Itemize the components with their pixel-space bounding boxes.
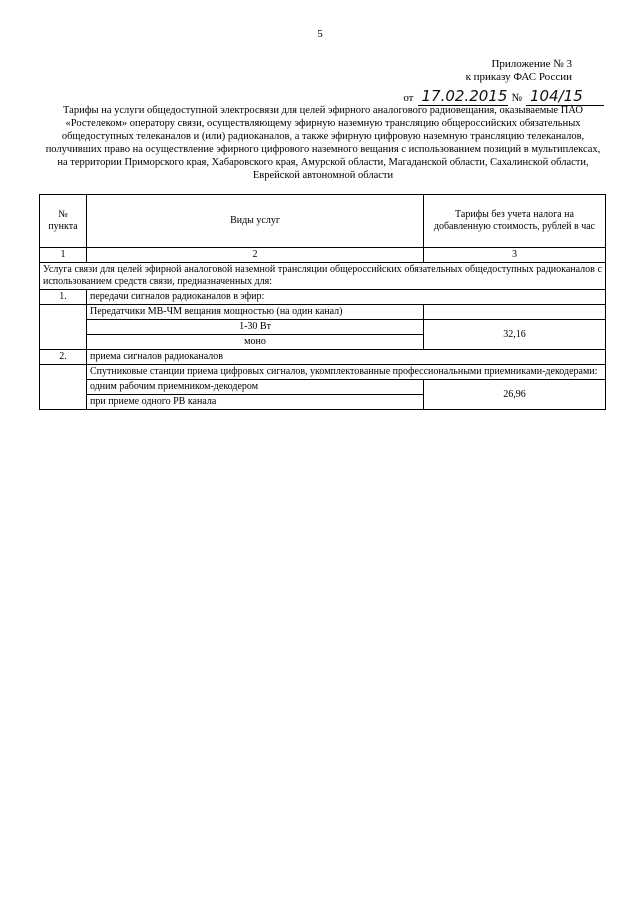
table-row [40, 380, 606, 395]
tariff-value: 26,96 [424, 380, 606, 410]
table-row [40, 350, 606, 365]
annex-order-ref: к приказу ФАС России [465, 71, 572, 83]
empty-cell [424, 305, 606, 320]
header-item-number: № пункта [40, 195, 87, 248]
empty-cell [40, 305, 87, 350]
header-tariff: Тарифы без учета налога на добавленную стоимость, рублей в час [424, 195, 606, 248]
item-number: 1. [40, 290, 87, 305]
number-prefix: № [511, 92, 522, 104]
header-service-type: Виды услуг [87, 195, 424, 248]
section-row [40, 263, 606, 290]
column-number-3: 3 [424, 248, 606, 263]
item-label: приема сигналов радиоканалов [87, 350, 606, 365]
item-number: 2. [40, 350, 87, 365]
table-row [40, 365, 606, 380]
satellite-header: Спутниковые станции приема цифровых сигналов, укомплектованные профессиональными приемниками-декодерами: [87, 365, 606, 380]
tariff-value: 32,16 [424, 320, 606, 350]
empty-cell [40, 365, 87, 410]
table-row [40, 320, 606, 335]
table-row [40, 290, 606, 305]
channel-label: при приеме одного РВ канала [87, 395, 424, 410]
column-number-2: 2 [87, 248, 424, 263]
page-number: 5 [317, 28, 323, 40]
table-row [40, 305, 606, 320]
column-number-row [40, 248, 606, 263]
item-label: передачи сигналов радиоканалов в эфир: [87, 290, 606, 305]
transmitter-header: Передатчики МВ-ЧМ вещания мощностью (на один канал) [87, 305, 424, 320]
section-title: Услуга связи для целей эфирной аналоговой наземной трансляции общероссийских обязательных общедоступных радиоканалов с использованием средств связи, предназначенных для: [40, 263, 606, 290]
mode-label: моно [87, 335, 424, 350]
tariff-table [39, 194, 606, 410]
annex-header [466, 58, 572, 84]
annex-title: Приложение № 3 [491, 58, 572, 70]
power-range: 1-30 Вт [87, 320, 424, 335]
date-prefix: от [403, 92, 414, 104]
order-number: 104/15 [526, 87, 604, 106]
table-header-row [40, 195, 606, 248]
receiver-label: одним рабочим приемником-декодером [87, 380, 424, 395]
document-title: Тарифы на услуги общедоступной электросвязи для целей эфирного аналогового радиовещания, оказываемые ПАО «Ростелеком» оператору связи, осуществляющему эфирную наземную трансляцию общероссийских обязательных общедоступных телеканалов и (или) радиоканалов, а также эфирную цифровую наземную трансляцию телеканалов, получивших право на осуществление эфирного цифрового наземного вещания с использованием позиций в мультиплексах, на территории Приморского края, Хабаровского края, Амурской области, Магаданской области, Сахалинской области, Еврейской автономной области [45, 105, 601, 181]
column-number-1: 1 [40, 248, 87, 263]
order-date: 17.02.2015 [418, 87, 508, 106]
